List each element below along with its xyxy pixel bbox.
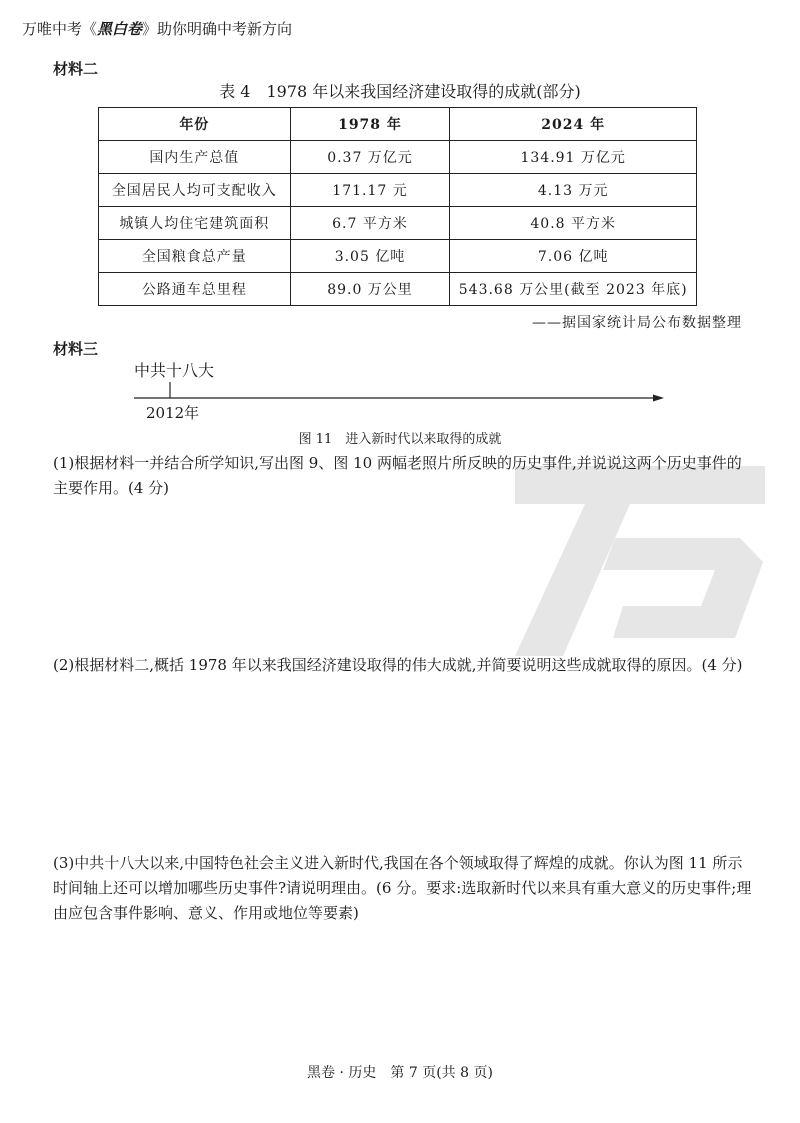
table-cell: 89.0 万公里 [290,273,450,306]
timeline-axis [134,358,664,418]
timeline-year-label: 2012年 [146,404,200,422]
header-brand: 黑白卷 [97,20,143,38]
material2-label: 材料二 [53,60,99,78]
table-header-row [99,108,697,141]
table-cell: 7.06 亿吨 [450,240,697,273]
table-cell: 40.8 平方米 [450,207,697,240]
question-1: (1)根据材料一并结合所学知识,写出图 9、图 10 两幅老照片所反映的历史事件,并说说这两个历史事件的主要作用。(4 分) [53,454,742,497]
table-cell: 543.68 万公里(截至 2023 年底) [450,273,697,306]
table-cell: 3.05 亿吨 [290,240,450,273]
figure-caption: 图 11 进入新时代以来取得的成就 [298,432,502,447]
table-source: ——据国家统计局公布数据整理 [532,315,742,331]
question-2: (2)根据材料二,概括 1978 年以来我国经济建设取得的伟大成就,并简要说明这些成就取得的原因。(4 分) [53,656,743,674]
page-header [22,18,292,39]
table-cell: 0.37 万亿元 [290,141,450,174]
table-header-cell: 2024 年 [450,108,697,141]
table-row [99,207,697,240]
table-cell: 全国居民人均可支配收入 [99,174,291,207]
achievements-table [98,107,697,306]
table-header-cell: 1978 年 [290,108,450,141]
question-3: (3)中共十八大以来,中国特色社会主义进入新时代,我国在各个领域取得了辉煌的成就。你认为图 11 所示时间轴上还可以增加哪些历史事件?请说明理由。(6 分。要求:选取新时代以来具有重大意义的历史事件;理由应包含事件影响、意义、作用或地位等要素) [53,854,752,922]
table-cell: 171.17 元 [290,174,450,207]
material3-label: 材料三 [53,340,99,358]
table-cell: 4.13 万元 [450,174,697,207]
table-row [99,273,697,306]
table-cell: 公路通车总里程 [99,273,291,306]
header-suffix: 》助你明确中考新方向 [142,20,293,38]
table-cell: 134.91 万亿元 [450,141,697,174]
table-row [99,141,697,174]
table-header-cell: 年份 [99,108,291,141]
page-footer: 黑卷 · 历史 第 7 页(共 8 页) [307,1065,493,1081]
table-cell: 城镇人均住宅建筑面积 [99,207,291,240]
timeline [134,358,664,422]
table-cell: 国内生产总值 [99,141,291,174]
table-row [99,240,697,273]
table-cell: 6.7 平方米 [290,207,450,240]
header-prefix: 万唯中考《 [22,20,98,38]
timeline-event-label: 中共十八大 [134,361,215,380]
table-row [99,174,697,207]
table-caption: 表 4 1978 年以来我国经济建设取得的成就(部分) [219,82,581,101]
table-cell: 全国粮食总产量 [99,240,291,273]
